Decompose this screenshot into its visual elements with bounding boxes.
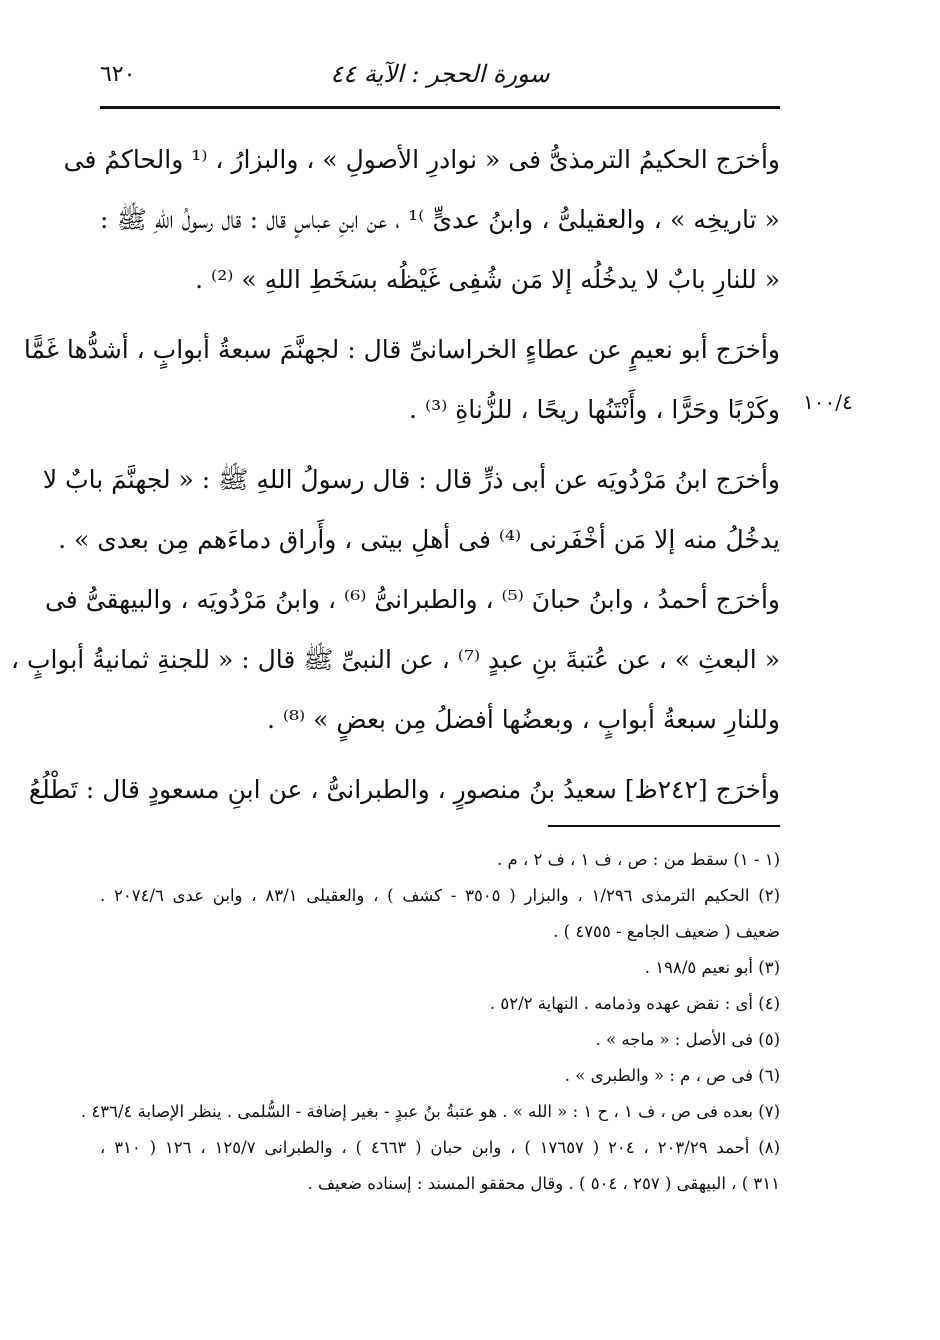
text-line: « تاريخِه » ، والعقيلىُّ ، وابنُ عدىٍّ ⁾¹ ، عن ابنِ عباسٍ قال : قال رسولُ اللهِ ﷺ : xyxy=(100,205,780,234)
footnote-line: (١ - ١) سقط من : ص ، ف ١ ، ف ٢ ، م . xyxy=(496,850,780,869)
text-line: وللنارِ سبعةُ أبوابٍ ، وبعضُها أفضلُ مِن بعضٍ » ⁽⁸⁾ . xyxy=(266,705,780,734)
margin-reference: ١٠٠/٤ xyxy=(803,390,853,414)
page-header xyxy=(100,52,780,102)
text-line: وكَرْبًا وحَرًّا ، وأَنْتَنُها ريحًا ، للزُّناةِ ⁽³⁾ . xyxy=(409,395,780,424)
text-line: وأخرَج أبو نعيمٍ عن عطاءٍ الخراسانىِّ قال : لجهنَّمَ سبعةُ أبوابٍ ، أشدُّها غَمًّا xyxy=(23,335,780,364)
footnote-line: (٧) بعده فى ص ، ف ١ ، ح ١ : « الله » . هو عتبةُ بنُ عبدٍ - بغير إضافة - السُّلمى . ينظر الإصابة ٤٣٦/٤ . xyxy=(80,1102,780,1121)
footnote-line: (٥) فى الأصل : « ماجه » . xyxy=(595,1030,780,1049)
text-line: وأخرَج ابنُ مَرْدُويَه عن أبى ذرٍّ قال : قال رسولُ اللهِ ﷺ : « لجهنَّمَ بابٌ لا xyxy=(42,465,780,494)
running-head: سورة الحجر : الآية ٤٤ xyxy=(330,60,550,88)
footnote-line: (٤) أى : نقض عهده وذمامه . النهاية ٥٢/٢ . xyxy=(489,994,780,1013)
header-rule xyxy=(100,106,780,109)
footnotes xyxy=(80,842,780,1202)
text-line: وأخرَج [٢٤٢ظ] سعيدُ بنُ منصورٍ ، والطبرانىُّ ، عن ابنِ مسعودٍ قال : تَطْلُعُ xyxy=(28,775,780,804)
footnote-line: (٦) فى ص ، م : « والطبرى » . xyxy=(564,1066,780,1085)
footnote-line: ٣١١ ) ، البيهقى ( ٢٥٧ ، ٥٠٤ ) . وقال محققو المسند : إسناده ضعيف . xyxy=(307,1174,780,1193)
footnote-rule xyxy=(548,825,780,827)
page-number: ٦٢٠ xyxy=(100,62,136,87)
footnote-line: (٣) أبو نعيم ١٩٨/٥ . xyxy=(644,958,780,977)
main-text xyxy=(10,130,780,820)
footnote-line: (٨) أحمد ٢٠٣/٢٩ ، ٢٠٤ ( ١٧٦٥٧ ) ، وابن حبان ( ٤٦٦٣ ) ، والطبرانى ١٢٥/٧ ، ١٢٦ ( ٣١٠ ، xyxy=(100,1138,780,1157)
text-line: وأخرَج أحمدُ ، وابنُ حبانَ ⁽⁵⁾ ، والطبرانىُّ ⁽⁶⁾ ، وابنُ مَرْدُويَه ، والبيهقىُّ فى xyxy=(44,585,780,614)
footnote-line: ضعيف ( ضعيف الجامع - ٤٧٥٥ ) . xyxy=(553,922,780,941)
text-line: « للنارِ بابٌ لا يدخُلُه إلا مَن شُفِى غَيْظُه بسَخَطِ اللهِ » ⁽²⁾ . xyxy=(195,265,780,294)
text-line: « البعثِ » ، عن عُتبةَ بنِ عبدٍ ⁽⁷⁾ ، عن النبىِّ ﷺ قال : « للجنةِ ثمانيةُ أبوابٍ ، xyxy=(10,645,780,674)
text-line: يدخُلُ منه إلا مَن أخْفَرنى ⁽⁴⁾ فى أهلِ بيتى ، وأَراق دماءَهم مِن بعدى » . xyxy=(58,525,780,554)
text-line: وأخرَج الحكيمُ الترمذىُّ فى « نوادرِ الأصولِ » ، والبزارُ ، ⁽¹ والحاكمُ فى xyxy=(63,145,780,174)
footnote-line: (٢) الحكيم الترمذى ١/٢٩٦ ، والبزار ( ٣٥٠٥ - كشف ) ، والعقيلى ٨٣/١ ، وابن عدى ٢٠٧٤/٦ . xyxy=(100,886,780,905)
